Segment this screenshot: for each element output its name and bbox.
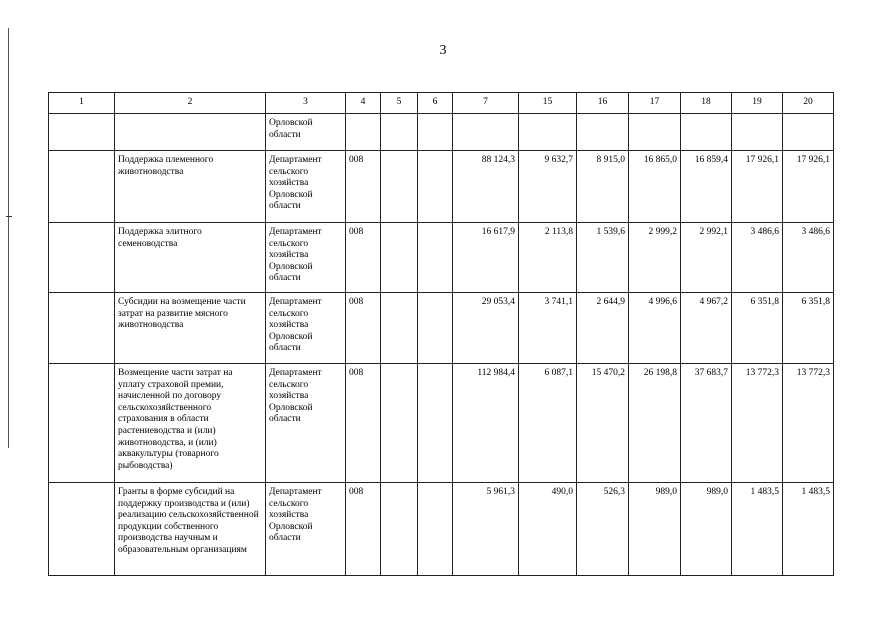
- row-index-cell: [49, 223, 115, 293]
- value-cell: 4 967,2: [681, 293, 732, 364]
- column-header: 15: [519, 93, 577, 114]
- value-cell: 4 996,6: [629, 293, 681, 364]
- value-cell: 16 617,9: [453, 223, 519, 293]
- row-index-cell: [49, 151, 115, 223]
- table-row: [49, 364, 834, 483]
- empty-cell: [381, 364, 418, 483]
- table-row: [49, 483, 834, 576]
- value-cell: 6 351,8: [783, 293, 834, 364]
- code-cell: [346, 114, 381, 151]
- budget-table: [48, 92, 834, 576]
- left-margin-tick: [6, 216, 12, 217]
- code-cell: 008: [346, 293, 381, 364]
- code-cell: 008: [346, 223, 381, 293]
- program-name-cell: Субсидии на возмещение части затрат на развитие мясного животноводства: [115, 293, 266, 364]
- department-cell: Орловской области: [266, 114, 346, 151]
- value-cell: 8 915,0: [577, 151, 629, 223]
- value-cell: [681, 114, 732, 151]
- column-header: 5: [381, 93, 418, 114]
- table-row: [49, 293, 834, 364]
- value-cell: 3 741,1: [519, 293, 577, 364]
- column-header: 6: [418, 93, 453, 114]
- program-name-cell: Поддержка элитного семеноводства: [115, 223, 266, 293]
- department-cell: Департамент сельского хозяйства Орловской области: [266, 364, 346, 483]
- page-number: 3: [439, 43, 447, 58]
- column-header: 18: [681, 93, 732, 114]
- column-header: 4: [346, 93, 381, 114]
- value-cell: [629, 114, 681, 151]
- value-cell: 2 644,9: [577, 293, 629, 364]
- column-header: 2: [115, 93, 266, 114]
- value-cell: 526,3: [577, 483, 629, 576]
- empty-cell: [418, 483, 453, 576]
- row-index-cell: [49, 364, 115, 483]
- empty-cell: [381, 114, 418, 151]
- value-cell: 17 926,1: [783, 151, 834, 223]
- row-index-cell: [49, 293, 115, 364]
- column-header: 3: [266, 93, 346, 114]
- department-cell: Департамент сельского хозяйства Орловской области: [266, 483, 346, 576]
- column-header: 7: [453, 93, 519, 114]
- value-cell: 29 053,4: [453, 293, 519, 364]
- value-cell: 26 198,8: [629, 364, 681, 483]
- program-name-cell: Возмещение части затрат на уплату страховой премии, начисленной по договору сельскохозяйственного страхования в области растениеводства и (или) животноводства, и (или) аквакультуры (товарного рыбоводства): [115, 364, 266, 483]
- value-cell: 9 632,7: [519, 151, 577, 223]
- value-cell: 2 999,2: [629, 223, 681, 293]
- column-header: 20: [783, 93, 834, 114]
- value-cell: 6 351,8: [732, 293, 783, 364]
- value-cell: 112 984,4: [453, 364, 519, 483]
- value-cell: 6 087,1: [519, 364, 577, 483]
- value-cell: 17 926,1: [732, 151, 783, 223]
- value-cell: [519, 114, 577, 151]
- program-name-cell: Гранты в форме субсидий на поддержку производства и (или) реализацию сельскохозяйственной продукции собственного производства научным и образовательным организациям: [115, 483, 266, 576]
- value-cell: 16 865,0: [629, 151, 681, 223]
- value-cell: 5 961,3: [453, 483, 519, 576]
- code-cell: 008: [346, 483, 381, 576]
- header-row: [49, 93, 834, 114]
- empty-cell: [418, 364, 453, 483]
- table-row: [49, 151, 834, 223]
- column-header: 16: [577, 93, 629, 114]
- department-cell: Департамент сельского хозяйства Орловской области: [266, 151, 346, 223]
- value-cell: [577, 114, 629, 151]
- column-header: 1: [49, 93, 115, 114]
- value-cell: [783, 114, 834, 151]
- program-name-cell: [115, 114, 266, 151]
- value-cell: 1 483,5: [783, 483, 834, 576]
- empty-cell: [381, 151, 418, 223]
- empty-cell: [381, 483, 418, 576]
- column-header: 17: [629, 93, 681, 114]
- value-cell: 88 124,3: [453, 151, 519, 223]
- empty-cell: [418, 114, 453, 151]
- empty-cell: [418, 293, 453, 364]
- value-cell: 2 113,8: [519, 223, 577, 293]
- program-name-cell: Поддержка племенного животноводства: [115, 151, 266, 223]
- value-cell: 2 992,1: [681, 223, 732, 293]
- empty-cell: [381, 293, 418, 364]
- value-cell: 37 683,7: [681, 364, 732, 483]
- code-cell: 008: [346, 151, 381, 223]
- value-cell: 1 483,5: [732, 483, 783, 576]
- code-cell: 008: [346, 364, 381, 483]
- value-cell: 16 859,4: [681, 151, 732, 223]
- value-cell: [732, 114, 783, 151]
- value-cell: 15 470,2: [577, 364, 629, 483]
- row-index-cell: [49, 114, 115, 151]
- value-cell: 1 539,6: [577, 223, 629, 293]
- empty-cell: [381, 223, 418, 293]
- department-cell: Департамент сельского хозяйства Орловской области: [266, 223, 346, 293]
- empty-cell: [418, 223, 453, 293]
- value-cell: 13 772,3: [732, 364, 783, 483]
- value-cell: 3 486,6: [732, 223, 783, 293]
- table-row: [49, 223, 834, 293]
- empty-cell: [418, 151, 453, 223]
- table-row: [49, 114, 834, 151]
- left-margin-rule: [8, 28, 9, 448]
- value-cell: 989,0: [629, 483, 681, 576]
- column-header: 19: [732, 93, 783, 114]
- department-cell: Департамент сельского хозяйства Орловской области: [266, 293, 346, 364]
- value-cell: 989,0: [681, 483, 732, 576]
- value-cell: 3 486,6: [783, 223, 834, 293]
- value-cell: [453, 114, 519, 151]
- row-index-cell: [49, 483, 115, 576]
- value-cell: 13 772,3: [783, 364, 834, 483]
- value-cell: 490,0: [519, 483, 577, 576]
